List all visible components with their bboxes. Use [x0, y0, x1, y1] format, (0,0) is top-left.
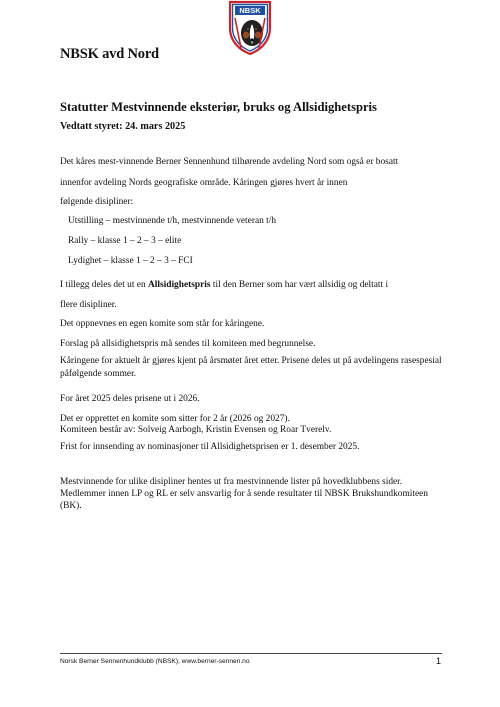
- intro-line: innenfor avdeling Nords geografiske område. Kåringen gjøres hvert år innen: [60, 178, 348, 188]
- intro-line: Det kåres mest-vinnende Berner Sennenhund tilhørende avdeling Nord som også er bosatt: [60, 157, 399, 167]
- allround-line2: flere disipliner.: [60, 300, 117, 310]
- allround-post: til den Berner som har vært allsidig og deltatt i: [210, 280, 389, 290]
- intro-line: følgende disipliner:: [60, 197, 134, 207]
- footer-divider: [60, 653, 442, 654]
- discipline-item: Utstilling – mestvinnende t/h, mestvinnende veteran t/h: [68, 216, 277, 226]
- results-line: Medlemmer innen LP og RL er selv ansvarlig for å sende resultater til NBSK Brukshundkomiteen: [60, 489, 428, 499]
- org-name: NBSK avd Nord: [60, 46, 159, 62]
- discipline-item: Lydighet – klasse 1 – 2 – 3 – FCI: [68, 256, 193, 266]
- allround-line: [60, 280, 388, 291]
- committee-line: påfølgende sommer.: [60, 369, 137, 379]
- document-title: Statutter Mestvinnende eksteriør, bruks og Allsidighetspris: [60, 100, 377, 114]
- year-line: Det er opprettet en komite som sitter for 2 år (2026 og 2027).: [60, 414, 290, 424]
- results-line: Mestvinnende for ulike disipliner hentes ut fra mestvinnende lister på hovedklubbens sider.: [60, 477, 403, 487]
- results-line: (BK).: [60, 501, 82, 511]
- year-line: For året 2025 deles prisene ut i 2026.: [60, 394, 200, 404]
- svg-text:NBSK: NBSK: [239, 6, 261, 16]
- year-line: Komiteen består av: Solveig Aarbogh, Kristin Evensen og Roar Tverelv.: [60, 425, 332, 435]
- footer-text: Norsk Berner Sennenhundklubb (NBSK); www.berner-sennen.no: [60, 658, 250, 665]
- committee-line: Det oppnevnes en egen komite som står for kåringene.: [60, 319, 265, 329]
- committee-line: Forslag på allsidighetspris må sendes til komiteen med begrunnelse.: [60, 339, 316, 349]
- adopted-date: Vedtatt styret: 24. mars 2025: [60, 121, 186, 132]
- discipline-item: Rally – klasse 1 – 2 – 3 – elite: [68, 236, 182, 246]
- page-number: 1: [436, 656, 442, 666]
- year-line: Frist for innsending av nominasjoner til Allsidighetsprisen er 1. desember 2025.: [60, 442, 360, 452]
- allround-pre: I tillegg deles det ut en: [60, 280, 148, 290]
- allround-bold: Allsidighetspris: [148, 280, 211, 290]
- nbsk-logo-icon: [227, 0, 273, 56]
- committee-line: Kåringene for aktuelt år gjøres kjent på årsmøtet året etter. Prisene deles ut på avdelingens rasespesial: [60, 356, 442, 366]
